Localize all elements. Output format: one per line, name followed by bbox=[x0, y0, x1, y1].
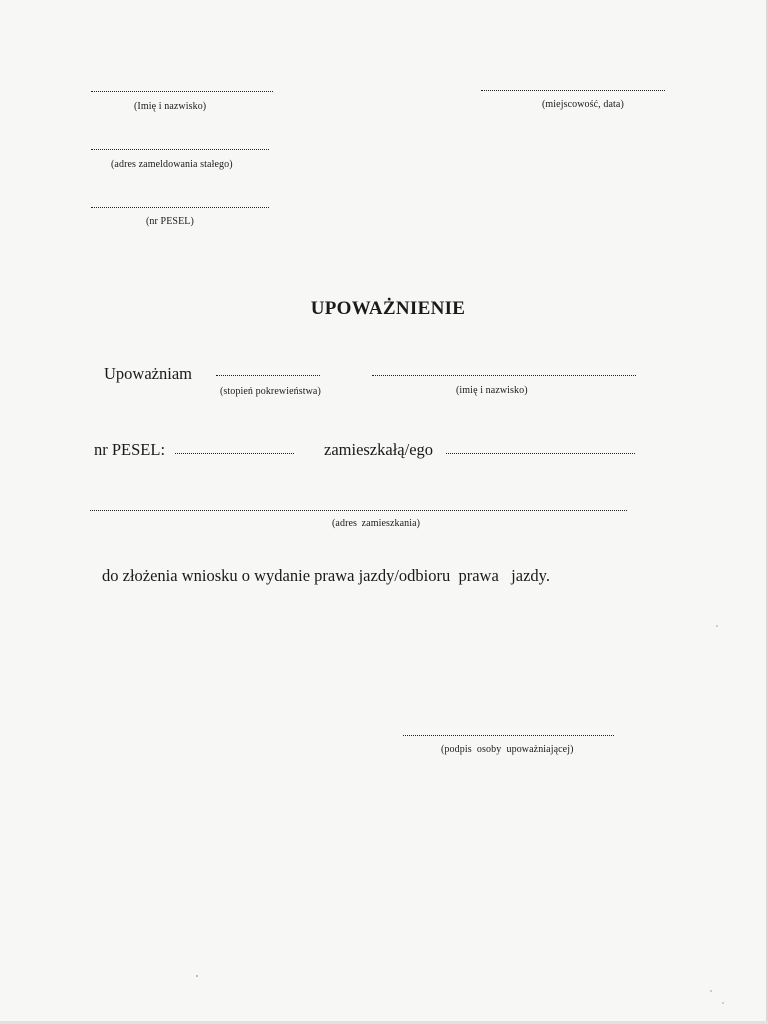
name-caption: (Imię i nazwisko) bbox=[134, 101, 207, 112]
address-dotted-line bbox=[91, 149, 269, 150]
pesel-label: nr PESEL: bbox=[94, 440, 166, 459]
signature-caption: (podpis osoby upoważniającej) bbox=[441, 744, 574, 755]
address-caption: (adres zameldowania stałego) bbox=[111, 159, 233, 170]
person-name-dotted-line bbox=[372, 375, 636, 376]
pesel-caption: (nr PESEL) bbox=[146, 216, 194, 227]
signature-dotted-line bbox=[403, 735, 614, 736]
scan-speck bbox=[716, 625, 718, 627]
scan-speck bbox=[710, 990, 712, 992]
person-name-caption: (imię i nazwisko) bbox=[456, 385, 528, 396]
scan-speck bbox=[722, 1002, 724, 1004]
pesel-dotted-line bbox=[91, 207, 269, 208]
residing-dotted-line bbox=[446, 453, 635, 454]
scan-speck bbox=[196, 975, 198, 977]
place-date-caption: (miejscowość, data) bbox=[542, 99, 624, 110]
relation-caption: (stopień pokrewieństwa) bbox=[220, 386, 321, 397]
relation-dotted-line bbox=[216, 375, 320, 376]
place-date-dotted-line bbox=[481, 90, 665, 91]
residing-label: zamieszkałą/ego bbox=[324, 440, 434, 459]
name-dotted-line bbox=[91, 91, 273, 92]
residence-dotted-line bbox=[90, 510, 627, 511]
purpose-text: do złożenia wniosku o wydanie prawa jazdy/odbioru prawa jazdy. bbox=[102, 566, 550, 585]
residence-caption: (adres zamieszkania) bbox=[332, 518, 421, 529]
document-title: UPOWAŻNIENIE bbox=[310, 298, 466, 319]
authorize-label: Upoważniam bbox=[104, 364, 192, 383]
person-pesel-dotted-line bbox=[175, 453, 294, 454]
